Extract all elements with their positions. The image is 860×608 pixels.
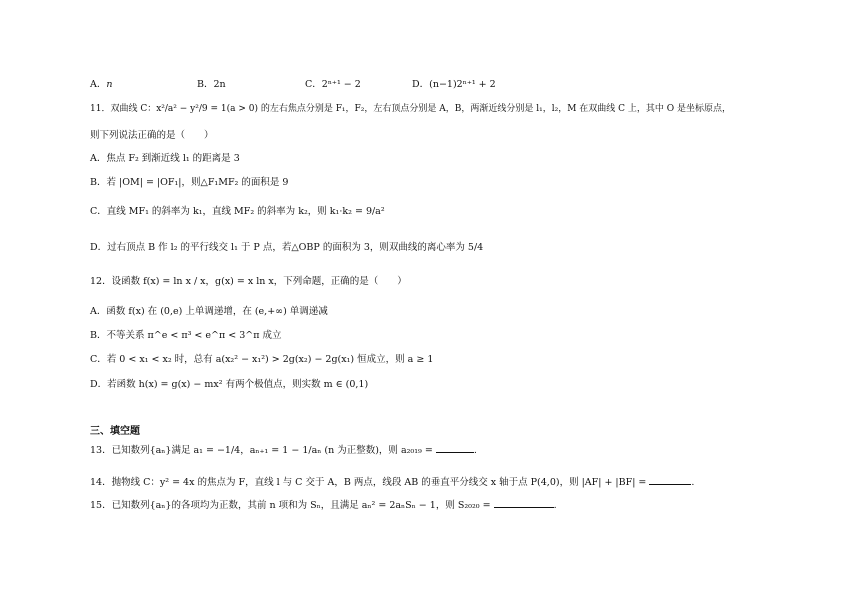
q14-period: . [691,477,695,488]
q12-option-d: D．若函数 h(x) = g(x) − mx² 有两个极值点，则实数 m ∈ (0,1) [90,379,369,390]
q15-period: . [553,500,557,511]
q13 [90,442,477,458]
q14 [90,474,694,490]
q13-answer-blank [436,442,474,453]
q11-option-b: B．若 |OM| = |OF₁|，则△F₁MF₂ 的面积是 9 [90,177,289,188]
q11-option-c: C．直线 MF₁ 的斜率为 k₁，直线 MF₂ 的斜率为 k₂，则 k₁·k₂ = 9/a² [90,206,385,217]
q10-option-a: A．n [90,79,113,90]
q12-stem: 12．设函数 f(x) = ln x / x，g(x) = x ln x，下列命题，正确的是（ ） [90,276,407,287]
q14-answer-blank [649,474,691,485]
q12-option-b: B．不等关系 π^e < π³ < e^π < 3^π 成立 [90,330,282,341]
q10-option-c: C．2ⁿ⁺¹ − 2 [305,79,361,90]
q13-text: 13．已知数列{aₙ}满足 a₁ = −1/4，aₙ₊₁ = 1 − 1/aₙ (n 为正整数)，则 a₂₀₁₉ = [90,445,436,456]
q12-option-a: A．函数 f(x) 在 (0,e) 上单调递增，在 (e,+∞) 单调递减 [90,306,328,317]
q14-text: 14．抛物线 C：y² = 4x 的焦点为 F，直线 l 与 C 交于 A，B 两点，线段 AB 的垂直平分线交 x 轴于点 P(4,0)，则 |AF| + |BF| = [90,477,650,488]
q15-text: 15．已知数列{aₙ}的各项均为正数，其前 n 项和为 Sₙ，且满足 aₙ² = 2aₙSₙ − 1，则 S₂₀₂₀ = [90,500,494,511]
q13-period: . [473,445,477,456]
q10-option-d: D．(n−1)2ⁿ⁺¹ + 2 [412,79,496,90]
q11-stem-line1: 11．双曲线 C：x²/a² − y²/9 = 1(a > 0) 的左右焦点分别是 F₁，F₂，左右顶点分别是 A，B，两渐近线分别是 l₁，l₂，M 在双曲线 C 上，其中 O 是坐标原点， [90,104,731,114]
q11-option-a: A．焦点 F₂ 到渐近线 l₁ 的距离是 3 [90,153,240,164]
q10-option-b: B．2n [197,79,226,90]
q12-option-c: C．若 0 < x₁ < x₂ 时，总有 a(x₂² − x₁²) > 2g(x₂) − 2g(x₁) 恒成立，则 a ≥ 1 [90,354,434,365]
q11-option-d: D．过右顶点 B 作 l₂ 的平行线交 l₁ 于 P 点，若△OBP 的面积为 3，则双曲线的离心率为 5/4 [90,242,484,253]
q15 [90,497,557,513]
section-title: 三、填空题 [90,426,140,437]
q11-stem-line2: 则下列说法正确的是（ ） [90,130,214,141]
q15-answer-blank [494,497,554,508]
